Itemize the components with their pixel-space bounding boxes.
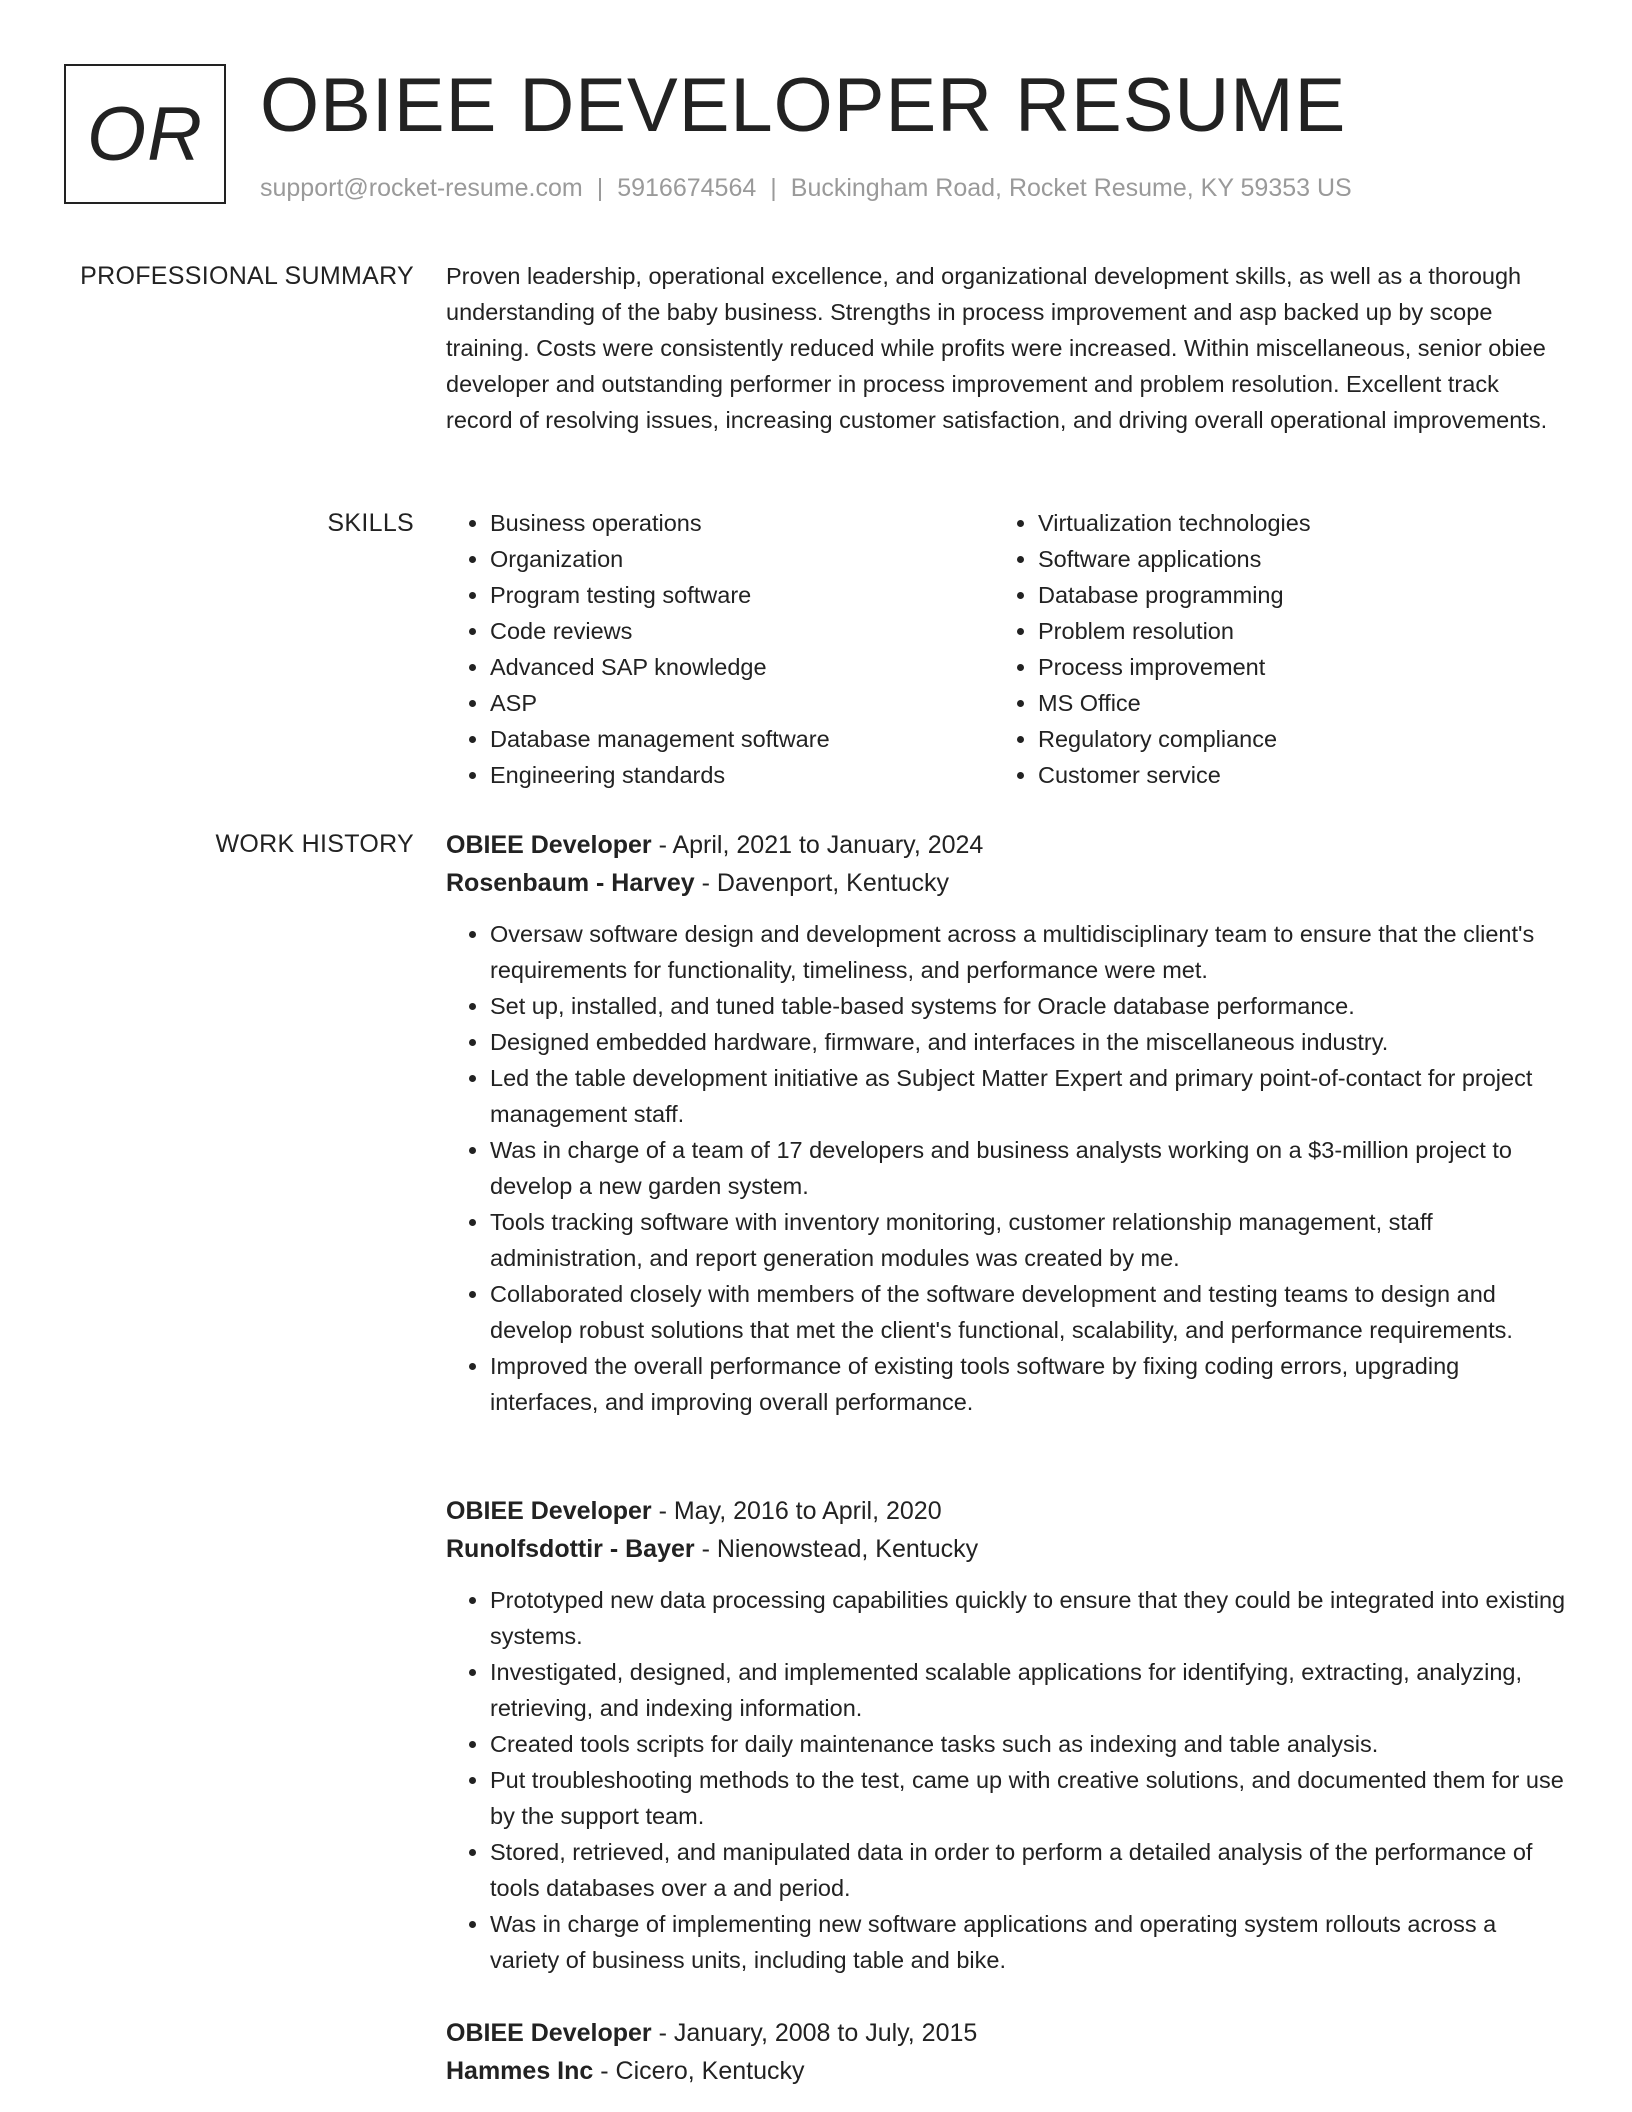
- job-company: Rosenbaum - Harvey: [446, 869, 695, 897]
- skill-item: • Organization: [490, 541, 1030, 577]
- job-entry: [446, 1492, 1566, 1978]
- monogram-text: OR: [87, 91, 203, 177]
- skill-item: • Software applications: [1038, 541, 1578, 577]
- job-location: - Cicero, Kentucky: [593, 2057, 805, 2085]
- job-company: Hammes Inc: [446, 2057, 594, 2085]
- skill-item: • Problem resolution: [1038, 613, 1578, 649]
- job-bullet: • Led the table development initiative as Subject Matter Expert and primary point-of-contact for project management staff.: [490, 1060, 1566, 1132]
- job-bullet: • Put troubleshooting methods to the test, came up with creative solutions, and documented them for use by the support team.: [490, 1762, 1566, 1834]
- skill-item: • Advanced SAP knowledge: [490, 649, 1030, 685]
- job-bullet: • Stored, retrieved, and manipulated data in order to perform a detailed analysis of the performance of tools databases over a and period.: [490, 1834, 1566, 1906]
- job-title: OBIEE Developer: [446, 2019, 652, 2047]
- job-entry: [446, 2014, 1566, 2090]
- job-location: - Davenport, Kentucky: [694, 869, 949, 897]
- contact-address: Buckingham Road, Rocket Resume, KY 59353 US: [790, 174, 1352, 202]
- job-bullet: • Prototyped new data processing capabilities quickly to ensure that they could be integrated into existing systems.: [490, 1582, 1566, 1654]
- contact-phone[interactable]: 5916674564: [617, 174, 757, 202]
- skill-item: • Engineering standards: [490, 757, 1030, 793]
- monogram-logo: [64, 64, 226, 204]
- job-company-line: [446, 2052, 1566, 2090]
- skill-item: • Code reviews: [490, 613, 1030, 649]
- job-bullets: [446, 1582, 1566, 1978]
- skill-item: • Virtualization technologies: [1038, 505, 1578, 541]
- job-title: OBIEE Developer: [446, 1497, 652, 1525]
- skill-item: • Process improvement: [1038, 649, 1578, 685]
- contact-separator: |: [770, 174, 777, 202]
- job-bullet: • Tools tracking software with inventory monitoring, customer relationship management, staff administration, and report generation modules was created by me.: [490, 1204, 1566, 1276]
- job-bullet: • Investigated, designed, and implemented scalable applications for identifying, extracting, analyzing, retrieving, and indexing information.: [490, 1654, 1566, 1726]
- job-dates: - January, 2008 to July, 2015: [651, 2019, 978, 2047]
- skill-item: • Regulatory compliance: [1038, 721, 1578, 757]
- resume-header: [64, 64, 1564, 214]
- job-company-line: [446, 1530, 1566, 1568]
- skill-item: • Database management software: [490, 721, 1030, 757]
- skill-item: • Program testing software: [490, 577, 1030, 613]
- job-company: Runolfsdottir - Bayer: [446, 1535, 695, 1563]
- job-bullet: • Improved the overall performance of existing tools software by fixing coding errors, upgrading interfaces, and improving overall performance.: [490, 1348, 1566, 1420]
- contact-line: [260, 174, 1352, 203]
- skill-item: • MS Office: [1038, 685, 1578, 721]
- summary-text: Proven leadership, operational excellence, and organizational development skills, as well as a thorough understanding of the baby business. Strengths in process improvement and asp backed up by scope training. Costs were consistently reduced while profits were increased. Within miscellaneous, senior obiee developer and outstanding performer in process improvement and problem resolution. Excellent track record of resolving issues, increasing customer satisfaction, and driving overall operational improvements.: [446, 263, 1548, 433]
- skill-item: • Customer service: [1038, 757, 1578, 793]
- contact-separator: |: [596, 174, 604, 202]
- job-title: OBIEE Developer: [446, 831, 652, 859]
- job-dates: - May, 2016 to April, 2020: [651, 1497, 942, 1525]
- job-bullet: • Was in charge of a team of 17 developers and business analysts working on a $3-million project to develop a new garden system.: [490, 1132, 1566, 1204]
- job-company-line: [446, 864, 1566, 902]
- job-title-line: [446, 2014, 1566, 2052]
- skill-item: • Database programming: [1038, 577, 1578, 613]
- resume-title: OBIEE DEVELOPER RESUME: [260, 63, 1347, 148]
- summary-heading: PROFESSIONAL SUMMARY: [80, 262, 414, 290]
- job-bullet: • Set up, installed, and tuned table-based systems for Oracle database performance.: [490, 988, 1566, 1024]
- job-location: - Nienowstead, Kentucky: [694, 1535, 979, 1563]
- skill-item: • Business operations: [490, 505, 1030, 541]
- job-entry: [446, 826, 1566, 1420]
- job-bullet: • Designed embedded hardware, firmware, and interfaces in the miscellaneous industry.: [490, 1024, 1566, 1060]
- job-bullet: • Created tools scripts for daily maintenance tasks such as indexing and table analysis.: [490, 1726, 1566, 1762]
- job-dates: - April, 2021 to January, 2024: [651, 831, 984, 859]
- skill-item: • ASP: [490, 685, 1030, 721]
- skills-list-right: [994, 505, 1578, 793]
- job-bullet: • Collaborated closely with members of the software development and testing teams to design and develop robust solutions that met the client's functional, scalability, and performance requirements.: [490, 1276, 1566, 1348]
- skills-heading: SKILLS: [327, 509, 414, 537]
- skills-list-left: [446, 505, 1030, 793]
- job-bullet: • Oversaw software design and development across a multidisciplinary team to ensure that the client's requirements for functionality, timeliness, and performance were met.: [490, 916, 1566, 988]
- work-history-heading: WORK HISTORY: [215, 830, 414, 858]
- job-bullet: • Was in charge of implementing new software applications and operating system rollouts across a variety of business units, including table and bike.: [490, 1906, 1566, 1978]
- job-title-line: [446, 1492, 1566, 1530]
- contact-email[interactable]: support@rocket-resume.com: [260, 174, 583, 202]
- job-bullets: [446, 916, 1566, 1420]
- job-title-line: [446, 826, 1566, 864]
